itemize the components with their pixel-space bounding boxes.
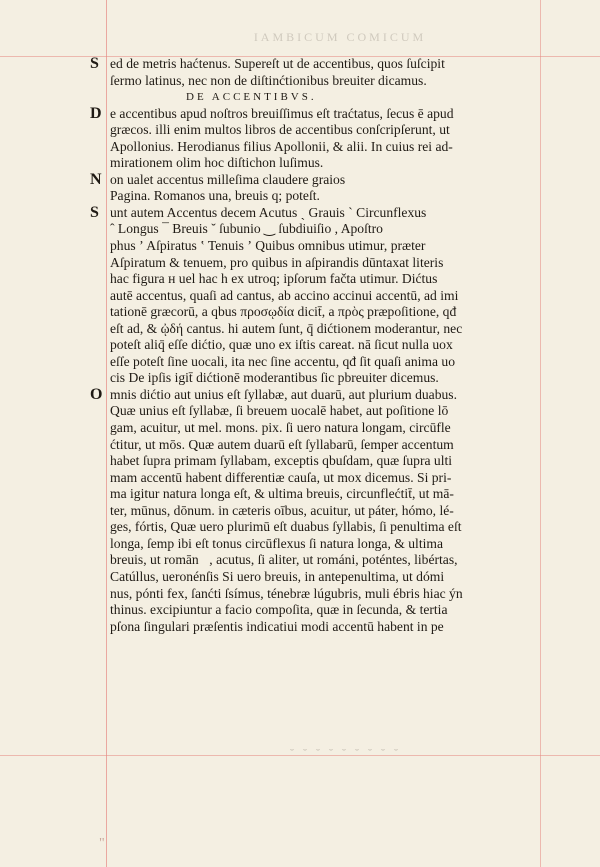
text-line: [90, 255, 542, 272]
line-text: græcos. illi enim multos libros de accentibus conſcripſerunt, ut: [110, 122, 450, 138]
text-line: [90, 370, 542, 387]
paragraph: [90, 205, 542, 387]
line-text: Aſpiratum & tenuem, pro quibus in aſpirandis dūntaxat literis: [110, 254, 444, 270]
text-line: [90, 387, 542, 404]
text-line: [90, 586, 542, 603]
paragraph: [90, 56, 542, 89]
paragraph: [90, 172, 542, 205]
text-line: [90, 221, 542, 238]
line-text: tationē græcorū, a qbus προσῳδία dicit̄, a πρὸς præpoſitione, qđ: [110, 304, 457, 320]
body-text: [90, 56, 542, 635]
line-text: mirationem olim hoc diſtichon luſimus.: [110, 155, 324, 171]
line-text: cis De ipſis igit̄ dićtionē moderantibus ſic pbreuiter dicemus.: [110, 370, 439, 386]
text-line: [90, 238, 542, 255]
initial-letter: S: [90, 56, 99, 72]
text-line: [90, 73, 542, 90]
section-heading: DE ACCENTIBVS.: [186, 91, 317, 104]
text-line: [90, 304, 542, 321]
initial-letter: D: [90, 105, 102, 122]
line-text: Apollonius. Herodianus filius Apollonii, & alii. In cuius rei ad-: [110, 138, 453, 154]
line-text: mam accentū habent differentiæ cauſa, ut mox dicemus. Si pri-: [110, 469, 452, 485]
text-line: [90, 503, 542, 520]
initial-letter: N: [90, 171, 102, 188]
line-text: breuis, ut romān᷒, acutus, ſi aliter, ut románi, poténtes, libértas,: [110, 552, 458, 568]
text-line: [90, 470, 542, 487]
line-text: pſona ſingulari præſentis indicatiui modi accentū habent in pe: [110, 618, 444, 634]
text-line: [90, 420, 542, 437]
gutter-mark: ": [99, 836, 105, 851]
text-line: [90, 321, 542, 338]
text-line: [90, 288, 542, 305]
text-line: [90, 56, 542, 73]
line-text: ma igitur natura longa eſt, & ultima breuis, circunflećtit̄, ut mā-: [110, 486, 454, 502]
paragraph: [90, 106, 542, 172]
bottom-accent-marks: ˘ ˘ ˘ ˘ ˘ ˘ ˘ ˘ ˘: [290, 746, 401, 760]
text-line: [90, 602, 542, 619]
line-text: ćtitur, ut mōs. Quæ autem duarū eſt ſyllabarū, ſemper accentum: [110, 436, 454, 452]
text-line: [90, 337, 542, 354]
text-line: [90, 552, 542, 569]
line-text: Quæ unius eſt ſyllabæ, ſi breuem uocalē habet, aut poſitione lō: [110, 403, 449, 419]
text-line: [90, 172, 542, 189]
line-text: unt autem Accentus decem Acutus ˏ Grauis ˋ Circunflexus: [110, 204, 427, 220]
offset-header-text: IAMBICUM COMICUM: [253, 30, 427, 44]
text-line: [90, 437, 542, 454]
paragraph: [90, 387, 542, 635]
line-text: e accentibus apud noſtros breuiſſimus eſt traćtatus, ſecus ē apud: [110, 105, 454, 121]
line-text: eſſe poteſt ſine uocali, ita nec ſine accentu, qđ ſit quaſi anima uo: [110, 353, 456, 369]
text-line: [90, 403, 542, 420]
initial-letter: O: [90, 386, 103, 403]
initial-letter: S: [90, 204, 99, 221]
text-line: [90, 188, 542, 205]
line-text: ter, mūnus, dōnum. in cæteris oībus, acuitur, ut páter, hómo, lé-: [110, 502, 454, 518]
text-line: [90, 271, 542, 288]
line-text: Catúllus, ueronénſis Si uero breuis, in antepenultima, ut dómi: [110, 568, 445, 584]
text-line: [90, 536, 542, 553]
line-text: hac figura ʜ uel hac h ex utroq; ipſorum fačta utimur. Dićtus: [110, 271, 438, 287]
text-line: [90, 106, 542, 123]
text-line: [90, 519, 542, 536]
line-text: longa, ſemp ibi eſt tonus circūflexus ſi natura longa, & ultima: [110, 535, 443, 551]
line-text: on ualet accentus milleſima claudere graios: [110, 171, 346, 187]
text-line: [90, 569, 542, 586]
text-line: [90, 453, 542, 470]
line-text: ed de metris haćtenus. Supereſt ut de accentibus, quos ſuſcipit: [110, 56, 445, 71]
line-text: Pagina. Romanos una, breuis q; poteſt.: [110, 188, 320, 204]
line-text: ges, fórtis, Quæ uero plurimū eſt duabus ſyllabis, ſi penultima eſt: [110, 519, 462, 535]
text-line: [90, 155, 542, 172]
line-text: phus ʼ Aſpiratus ʽ Tenuis ʼ Quibus omnibus utimur, præter: [110, 238, 426, 254]
line-text: thinus. excipiuntur a facio compoſita, quæ in ſecunda, & tertia: [110, 602, 448, 618]
line-text: autē accentus, quaſi ad cantus, ab accino accinui accentū, ad imi: [110, 287, 459, 303]
line-text: mnis dićtio aut unius eſt ſyllabæ, aut duarū, aut plurium duabus.: [110, 386, 457, 402]
text-line: [90, 139, 542, 156]
line-text: habet ſupra primam ſyllabam, exceptis qbuſdam, quæ ſupra ulti: [110, 453, 453, 469]
line-text: gam, acuitur, ut mel. mons. pix. ſi uero natura longam, circūfle: [110, 420, 451, 436]
text-line: [90, 486, 542, 503]
text-line: [90, 619, 542, 636]
line-text: ˆ Longus ¯ Breuis ˘ ſubunio ‿ ſubdiuiſio , Apoſtro: [110, 221, 383, 237]
text-line: [90, 205, 542, 222]
text-line: [90, 354, 542, 371]
line-text: nus, pónti fex, ſanćti ſsímus, ténebræ lúgubris, muli ébris hiac ýn: [110, 585, 463, 601]
text-line: [90, 122, 542, 139]
line-text: poteſt aliq̄ eſſe dićtio, quæ uno ex iſtis careat. nā ſicut nulla uox: [110, 337, 453, 353]
line-text: eſt ad, & ᾠδή cantus. hi autem ſunt, q̄ dićtionem moderantur, nec: [110, 320, 463, 336]
line-text: ſermo latinus, nec non de diſtinćtionibus breuiter dicamus.: [110, 72, 427, 88]
